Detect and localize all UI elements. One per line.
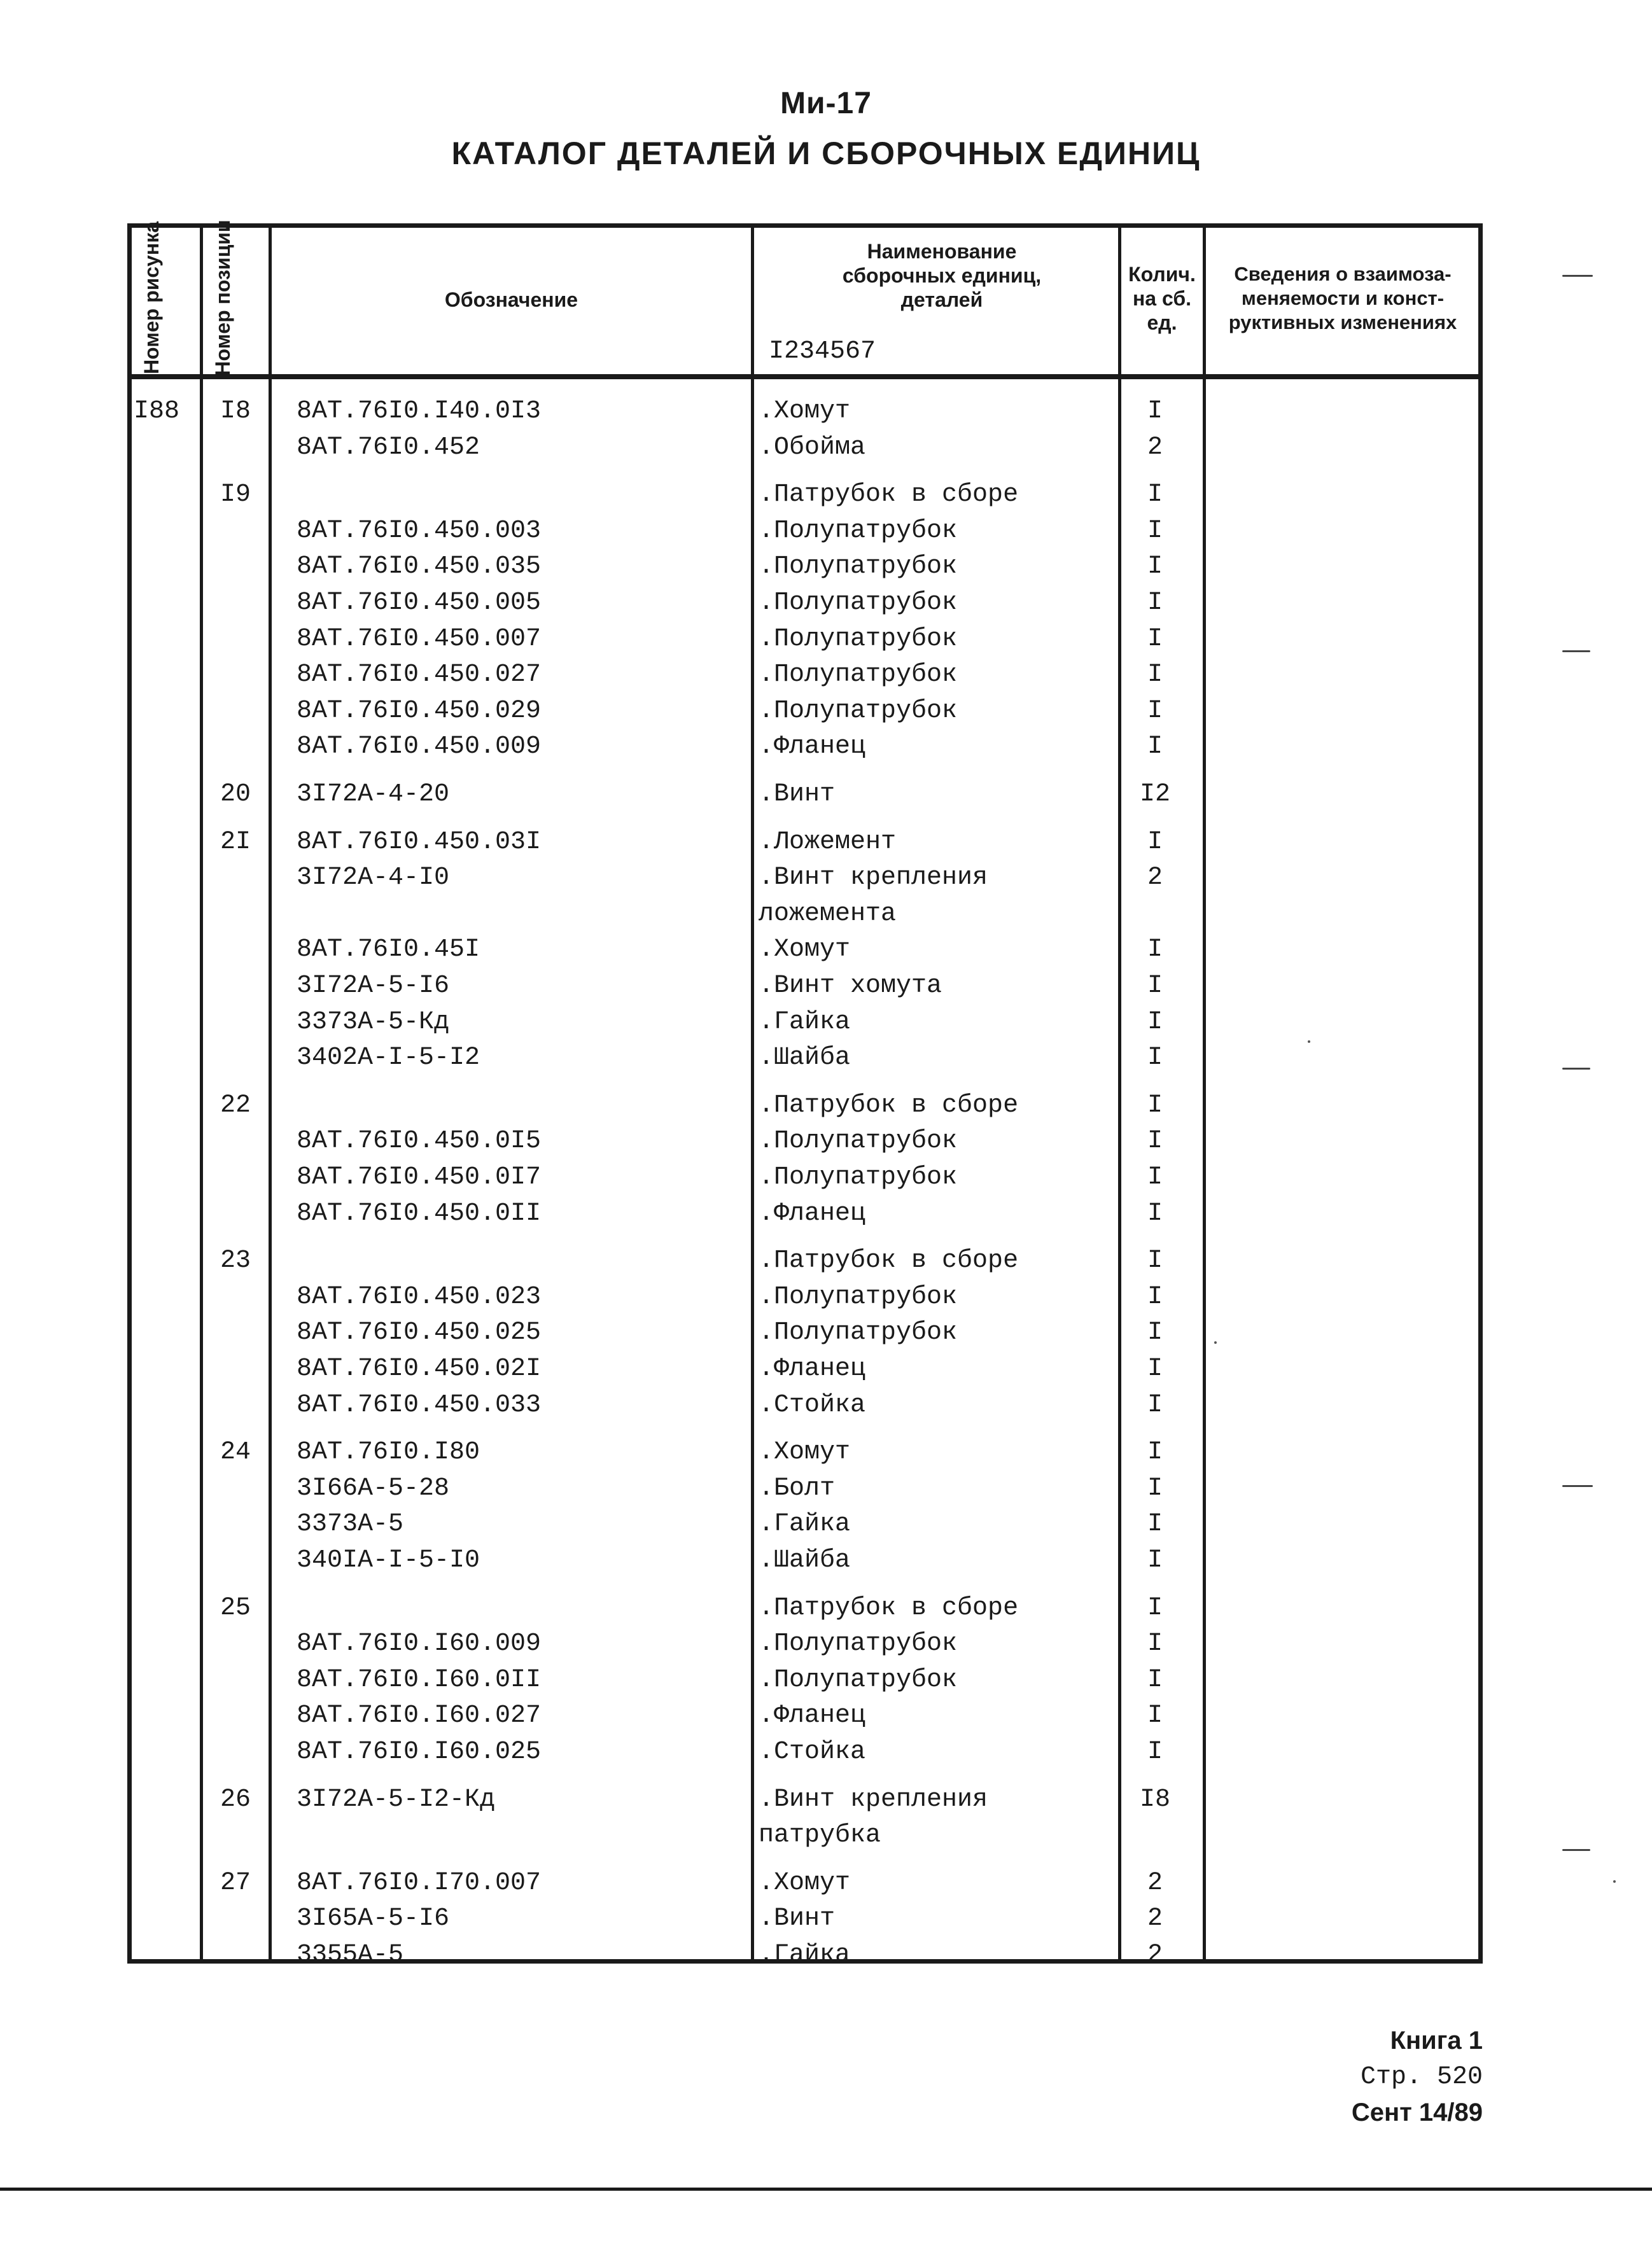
quantity-cell: I bbox=[1147, 1594, 1163, 1623]
position-number-cell: 24 bbox=[220, 1438, 251, 1467]
table-row bbox=[0, 393, 1652, 429]
quantity-cell: I bbox=[1147, 1630, 1163, 1658]
figure-number-cell: I88 bbox=[134, 397, 180, 426]
designation-cell: 8АТ.76I0.450.03I bbox=[297, 828, 542, 856]
designation-cell: 8АТ.76I0.450.0I5 bbox=[297, 1127, 542, 1155]
position-number-cell: 22 bbox=[220, 1091, 251, 1120]
table-row bbox=[0, 1243, 1652, 1279]
designation-cell: 8АТ.76I0.I80 bbox=[297, 1438, 480, 1467]
designation-cell: 8АТ.76I0.450.02I bbox=[297, 1355, 542, 1383]
position-number-cell: 23 bbox=[220, 1246, 251, 1275]
part-name-cell: .Полупатрубок bbox=[759, 1666, 958, 1694]
table-row bbox=[0, 896, 1652, 932]
part-name-cell: .Патрубок в сборе bbox=[759, 1091, 1019, 1120]
table-row bbox=[0, 1087, 1652, 1124]
part-name-cell: .Винт bbox=[759, 1904, 836, 1933]
quantity-cell: I bbox=[1147, 480, 1163, 509]
part-name-cell: .Полупатрубок bbox=[759, 589, 958, 617]
designation-cell: 8АТ.76I0.450.035 bbox=[297, 552, 542, 581]
part-name-cell: .Шайба bbox=[759, 1044, 851, 1072]
table-row bbox=[0, 429, 1652, 466]
quantity-cell: I bbox=[1147, 1355, 1163, 1383]
table-row bbox=[0, 477, 1652, 513]
table-row bbox=[0, 776, 1652, 813]
designation-cell: 3402А-I-5-I2 bbox=[297, 1044, 480, 1072]
quantity-cell: 2 bbox=[1147, 863, 1163, 892]
bottom-rule bbox=[0, 2188, 1652, 2191]
quantity-cell: 2 bbox=[1147, 1869, 1163, 1897]
table-row bbox=[0, 1040, 1652, 1076]
table-row bbox=[0, 1662, 1652, 1698]
designation-cell: 8АТ.76I0.450.027 bbox=[297, 660, 542, 689]
quantity-cell: I bbox=[1147, 1666, 1163, 1694]
table-row bbox=[0, 693, 1652, 729]
designation-cell: 3I72А-4-I0 bbox=[297, 863, 450, 892]
header-name-digits: I234567 bbox=[769, 337, 876, 366]
table-row bbox=[0, 1734, 1652, 1770]
designation-cell: 3I72А-4-20 bbox=[297, 780, 450, 809]
part-name-cell: .Патрубок в сборе bbox=[759, 1246, 1019, 1275]
position-number-cell: 2I bbox=[220, 828, 251, 856]
part-name-cell: .Полупатрубок bbox=[759, 697, 958, 725]
designation-cell: 8АТ.76I0.450.023 bbox=[297, 1283, 542, 1311]
header-position-number: Номер позиции bbox=[211, 220, 234, 376]
part-name-cell: .Фланец bbox=[759, 1355, 866, 1383]
part-name-cell: .Полупатрубок bbox=[759, 1283, 958, 1311]
part-name-cell: .Винт крепления bbox=[759, 1785, 988, 1814]
header-name: Наименование сборочных единиц, деталей bbox=[842, 240, 1042, 311]
designation-cell: 8АТ.76I0.450.009 bbox=[297, 732, 542, 761]
designation-cell: 3I72А-5-I6 bbox=[297, 972, 450, 1000]
document-title: КАТАЛОГ ДЕТАЛЕЙ И СБОРОЧНЫХ ЕДИНИЦ bbox=[451, 136, 1201, 171]
position-number-cell: I9 bbox=[220, 480, 251, 509]
designation-cell: 3I66А-5-28 bbox=[297, 1474, 450, 1503]
footer-book: Книга 1 bbox=[1390, 2027, 1483, 2055]
quantity-cell: I bbox=[1147, 660, 1163, 689]
table-row bbox=[0, 513, 1652, 549]
table-row bbox=[0, 1470, 1652, 1507]
part-name-cell: .Полупатрубок bbox=[759, 660, 958, 689]
scan-mark bbox=[1562, 1849, 1590, 1851]
header-divider bbox=[127, 374, 1483, 379]
designation-cell: 8АТ.76I0.I60.009 bbox=[297, 1630, 542, 1658]
designation-cell: 3373А-5 bbox=[297, 1510, 404, 1539]
designation-cell: 8АТ.76I0.450.003 bbox=[297, 517, 542, 545]
table-row bbox=[0, 1123, 1652, 1159]
quantity-cell: I bbox=[1147, 1283, 1163, 1311]
table-row bbox=[0, 1387, 1652, 1423]
part-name-cell: .Стойка bbox=[759, 1738, 866, 1766]
designation-cell: 8АТ.76I0.450.033 bbox=[297, 1391, 542, 1420]
part-name-cell: .Полупатрубок bbox=[759, 1630, 958, 1658]
table-row bbox=[0, 548, 1652, 585]
designation-cell: 8АТ.76I0.450.007 bbox=[297, 625, 542, 653]
scan-mark bbox=[1562, 275, 1593, 277]
part-name-cell: .Хомут bbox=[759, 1869, 851, 1897]
quantity-cell: I2 bbox=[1139, 780, 1170, 809]
quantity-cell: I bbox=[1147, 517, 1163, 545]
table-row bbox=[0, 1901, 1652, 1937]
part-name-cell: .Винт хомута bbox=[759, 972, 942, 1000]
quantity-cell: I bbox=[1147, 732, 1163, 761]
quantity-cell: I bbox=[1147, 1474, 1163, 1503]
quantity-cell: I bbox=[1147, 697, 1163, 725]
part-name-cell: .Шайба bbox=[759, 1546, 851, 1575]
quantity-cell: I bbox=[1147, 828, 1163, 856]
scan-dot bbox=[1613, 1880, 1616, 1883]
footer-date: Сент 14/89 bbox=[1351, 2098, 1483, 2126]
table-row bbox=[0, 657, 1652, 693]
table-row bbox=[0, 1937, 1652, 1973]
designation-cell: 3373А-5-Кд bbox=[297, 1008, 450, 1037]
part-name-cell: .Полупатрубок bbox=[759, 1163, 958, 1192]
quantity-cell: I bbox=[1147, 1391, 1163, 1420]
table-row bbox=[0, 1004, 1652, 1040]
table-row bbox=[0, 932, 1652, 968]
designation-cell: 3I65А-5-I6 bbox=[297, 1904, 450, 1933]
scan-mark bbox=[1562, 1068, 1590, 1070]
designation-cell: 3355А-5 bbox=[297, 1941, 404, 1969]
part-name-cell: патрубка bbox=[759, 1821, 881, 1850]
table-row bbox=[0, 729, 1652, 765]
designation-cell: 8АТ.76I0.450.005 bbox=[297, 589, 542, 617]
header-interchangeability-notes: Сведения о взаимоза- меняемости и конст- руктивных изменениях bbox=[1228, 263, 1457, 333]
part-name-cell: .Стойка bbox=[759, 1391, 866, 1420]
scan-dot bbox=[1308, 1040, 1310, 1043]
table-row bbox=[0, 1542, 1652, 1579]
part-name-cell: .Полупатрубок bbox=[759, 625, 958, 653]
quantity-cell: I bbox=[1147, 552, 1163, 581]
quantity-cell: I bbox=[1147, 1701, 1163, 1730]
quantity-cell: I bbox=[1147, 1546, 1163, 1575]
part-name-cell: .Полупатрубок bbox=[759, 1127, 958, 1155]
footer-page: Стр. 520 bbox=[1360, 2063, 1483, 2091]
quantity-cell: I bbox=[1147, 1246, 1163, 1275]
designation-cell: 8АТ.76I0.450.025 bbox=[297, 1318, 542, 1347]
quantity-cell: I bbox=[1147, 1127, 1163, 1155]
part-name-cell: .Гайка bbox=[759, 1008, 851, 1037]
table-row bbox=[0, 1351, 1652, 1387]
part-name-cell: .Винт крепления bbox=[759, 863, 988, 892]
header-quantity: Колич. на сб. ед. bbox=[1128, 263, 1196, 334]
table-row bbox=[0, 621, 1652, 657]
quantity-cell: 2 bbox=[1147, 1904, 1163, 1933]
quantity-cell: I bbox=[1147, 1008, 1163, 1037]
quantity-cell: I bbox=[1147, 397, 1163, 426]
table-row bbox=[0, 824, 1652, 860]
part-name-cell: .Обойма bbox=[759, 433, 866, 462]
quantity-cell: I bbox=[1147, 1199, 1163, 1228]
scan-mark bbox=[1562, 650, 1590, 652]
quantity-cell: I bbox=[1147, 625, 1163, 653]
table-row bbox=[0, 860, 1652, 896]
position-number-cell: I8 bbox=[220, 397, 251, 426]
scan-dot bbox=[1214, 1341, 1217, 1344]
quantity-cell: 2 bbox=[1147, 1941, 1163, 1969]
part-name-cell: .Хомут bbox=[759, 397, 851, 426]
part-name-cell: .Хомут bbox=[759, 1438, 851, 1467]
quantity-cell: I bbox=[1147, 1044, 1163, 1072]
scan-mark bbox=[1562, 1485, 1593, 1487]
part-name-cell: .Ложемент bbox=[759, 828, 897, 856]
table-row bbox=[0, 1698, 1652, 1734]
quantity-cell: I bbox=[1147, 1091, 1163, 1120]
quantity-cell: I bbox=[1147, 1510, 1163, 1539]
table-row bbox=[0, 1434, 1652, 1470]
table-row bbox=[0, 1315, 1652, 1351]
quantity-cell: I bbox=[1147, 935, 1163, 964]
part-name-cell: .Фланец bbox=[759, 732, 866, 761]
part-name-cell: .Хомут bbox=[759, 935, 851, 964]
quantity-cell: I bbox=[1147, 972, 1163, 1000]
quantity-cell: 2 bbox=[1147, 433, 1163, 462]
quantity-cell: I bbox=[1147, 1318, 1163, 1347]
part-name-cell: .Патрубок в сборе bbox=[759, 480, 1019, 509]
part-name-cell: .Гайка bbox=[759, 1941, 851, 1969]
header-designation: Обозначение bbox=[444, 288, 578, 311]
part-name-cell: .Фланец bbox=[759, 1701, 866, 1730]
position-number-cell: 26 bbox=[220, 1785, 251, 1814]
designation-cell: 8АТ.76I0.I60.025 bbox=[297, 1738, 542, 1766]
table-row bbox=[0, 585, 1652, 621]
table-row bbox=[0, 1865, 1652, 1901]
designation-cell: 3I72А-5-I2-Кд bbox=[297, 1785, 496, 1814]
part-name-cell: .Полупатрубок bbox=[759, 517, 958, 545]
part-name-cell: .Полупатрубок bbox=[759, 552, 958, 581]
part-name-cell: .Патрубок в сборе bbox=[759, 1594, 1019, 1623]
position-number-cell: 27 bbox=[220, 1869, 251, 1897]
designation-cell: 8АТ.76I0.I60.027 bbox=[297, 1701, 542, 1730]
table-row bbox=[0, 968, 1652, 1004]
designation-cell: 340IА-I-5-I0 bbox=[297, 1546, 480, 1575]
part-name-cell: .Болт bbox=[759, 1474, 836, 1503]
position-number-cell: 20 bbox=[220, 780, 251, 809]
designation-cell: 8АТ.76I0.450.029 bbox=[297, 697, 542, 725]
designation-cell: 8АТ.76I0.45I bbox=[297, 935, 480, 964]
quantity-cell: I bbox=[1147, 1738, 1163, 1766]
designation-cell: 8АТ.76I0.452 bbox=[297, 433, 480, 462]
quantity-cell: I bbox=[1147, 589, 1163, 617]
table-row bbox=[0, 1782, 1652, 1818]
designation-cell: 8АТ.76I0.450.0II bbox=[297, 1199, 542, 1228]
designation-cell: 8АТ.76I0.I70.007 bbox=[297, 1869, 542, 1897]
part-name-cell: .Гайка bbox=[759, 1510, 851, 1539]
quantity-cell: I bbox=[1147, 1163, 1163, 1192]
table-row bbox=[0, 1279, 1652, 1315]
part-name-cell: .Винт bbox=[759, 780, 836, 809]
table-row bbox=[0, 1506, 1652, 1542]
designation-cell: 8АТ.76I0.I60.0II bbox=[297, 1666, 542, 1694]
table-row bbox=[0, 1196, 1652, 1232]
position-number-cell: 25 bbox=[220, 1594, 251, 1623]
header-figure-number: Номер рисунка bbox=[140, 221, 163, 375]
part-name-cell: .Фланец bbox=[759, 1199, 866, 1228]
part-name-cell: ложемента bbox=[759, 900, 897, 928]
document-model: Ми-17 bbox=[780, 87, 872, 120]
table-row bbox=[0, 1817, 1652, 1854]
table-row bbox=[0, 1626, 1652, 1662]
quantity-cell: I bbox=[1147, 1438, 1163, 1467]
table-row bbox=[0, 1159, 1652, 1196]
quantity-cell: I8 bbox=[1139, 1785, 1170, 1814]
designation-cell: 8АТ.76I0.I40.0I3 bbox=[297, 397, 542, 426]
designation-cell: 8АТ.76I0.450.0I7 bbox=[297, 1163, 542, 1192]
table-row bbox=[0, 1590, 1652, 1626]
part-name-cell: .Полупатрубок bbox=[759, 1318, 958, 1347]
